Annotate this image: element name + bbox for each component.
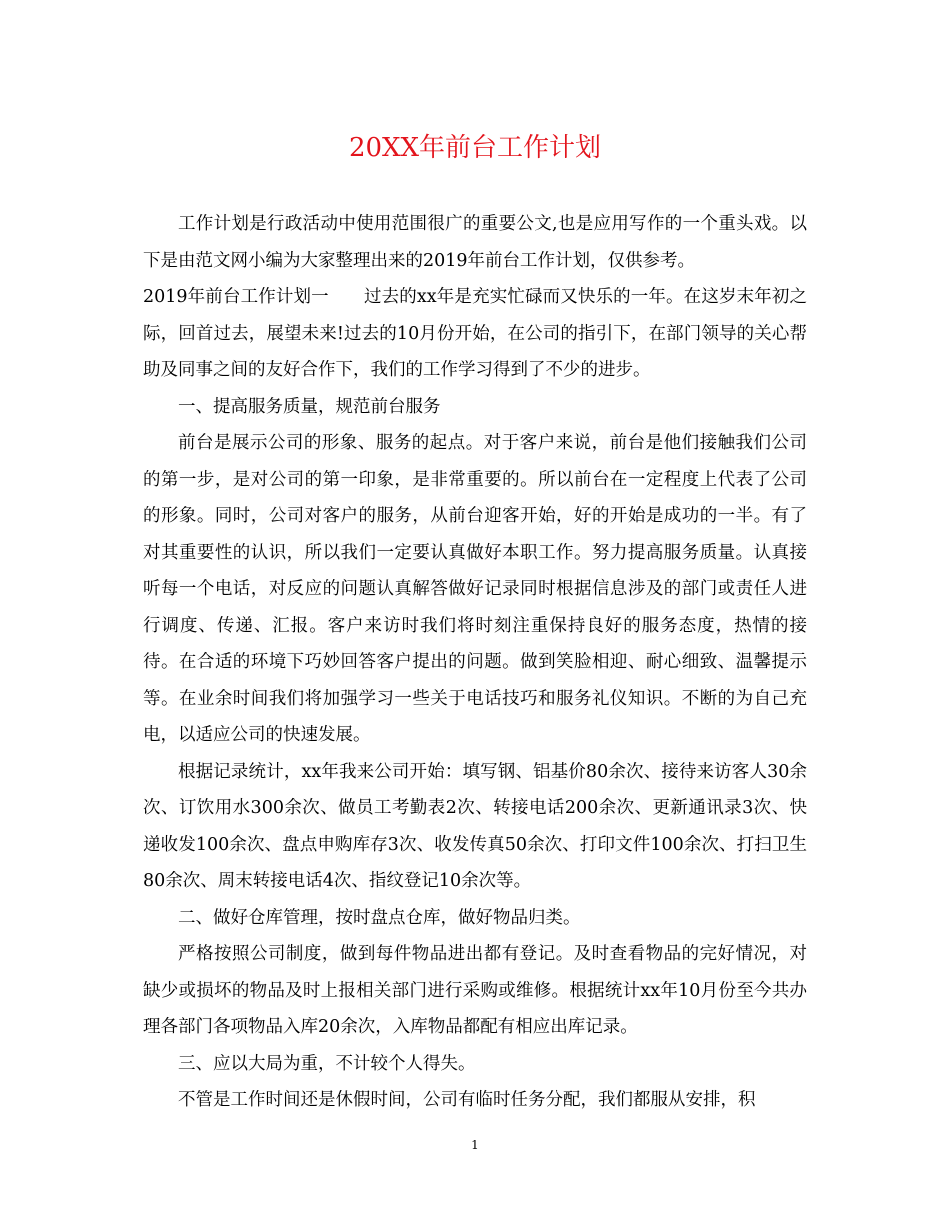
page-number: 1 (471, 1138, 479, 1152)
document-title: 20XX年前台工作计划 (348, 133, 602, 163)
service-paragraph: 前台是展示公司的形象、服务的起点。对于客户来说，前台是他们接触我们公司的第一步，是对公司的第一印象，是非常重要的。所以前台在一定程度上代表了公司的形象。同时，公司对客户的服务，从前台迎客开始，好的开始是成功的一半。有了对其重要性的认识，所以我们一定要认真做好本职工作。努力提高服务质量。认真接听每一个电话，对反应的问题认真解答做好记录同时根据信息涉及的部门或责任人进行调度、传递、汇报。客户来访时我们将时刻注重保持良好的服务态度，热情的接待。在合适的环境下巧妙回答客户提出的问题。做到笑脸相迎、耐心细致、温馨提示等。在业余时间我们将加强学习一些关于电话技巧和服务礼仪知识。不断的为自己充电，以适应公司的快速发展。 (143, 433, 807, 745)
statistics-paragraph: 根据记录统计，xx年我来公司开始：填写钢、铝基价80余次、接待来访客人30余次、订饮用水300余次、做员工考勤表2次、转接电话200余次、更新通讯录3次、快递收发100余次、盘点申购库存3次、收发传真50余次、打印文件100余次、打扫卫生80余次、周末转接电话4次、指纹登记10余次等。 (143, 761, 807, 891)
plan-one-paragraph: 2019年前台工作计划一 过去的xx年是充实忙碌而又快乐的一年。在这岁末年初之际，回首过去，展望未来!过去的10月份开始，在公司的指引下，在部门领导的关心帮助及同事之间的友好合作下，我们的工作学习得到了不少的进步。 (143, 287, 807, 380)
section-heading-1: 一、提高服务质量，规范前台服务 (178, 396, 441, 417)
document-body (143, 206, 807, 1119)
overall-paragraph: 不管是工作时间还是休假时间，公司有临时任务分配，我们都服从安排，积 (178, 1090, 756, 1110)
section-heading-3: 三、应以大局为重，不计较个人得失。 (178, 1053, 476, 1074)
section-heading-2: 二、做好仓库管理，按时盘点仓库，做好物品归类。 (178, 907, 581, 928)
intro-paragraph: 工作计划是行政活动中使用范围很广的重要公文,也是应用写作的一个重头戏。以下是由范文网小编为大家整理出来的2019年前台工作计划，仅供参考。 (143, 214, 807, 271)
warehouse-paragraph: 严格按照公司制度，做到每件物品进出都有登记。及时查看物品的完好情况，对缺少或损坏的物品及时上报相关部门进行采购或维修。根据统计xx年10月份至今共办理各部门各项物品入库20余次，入库物品都配有相应出库记录。 (143, 944, 807, 1037)
